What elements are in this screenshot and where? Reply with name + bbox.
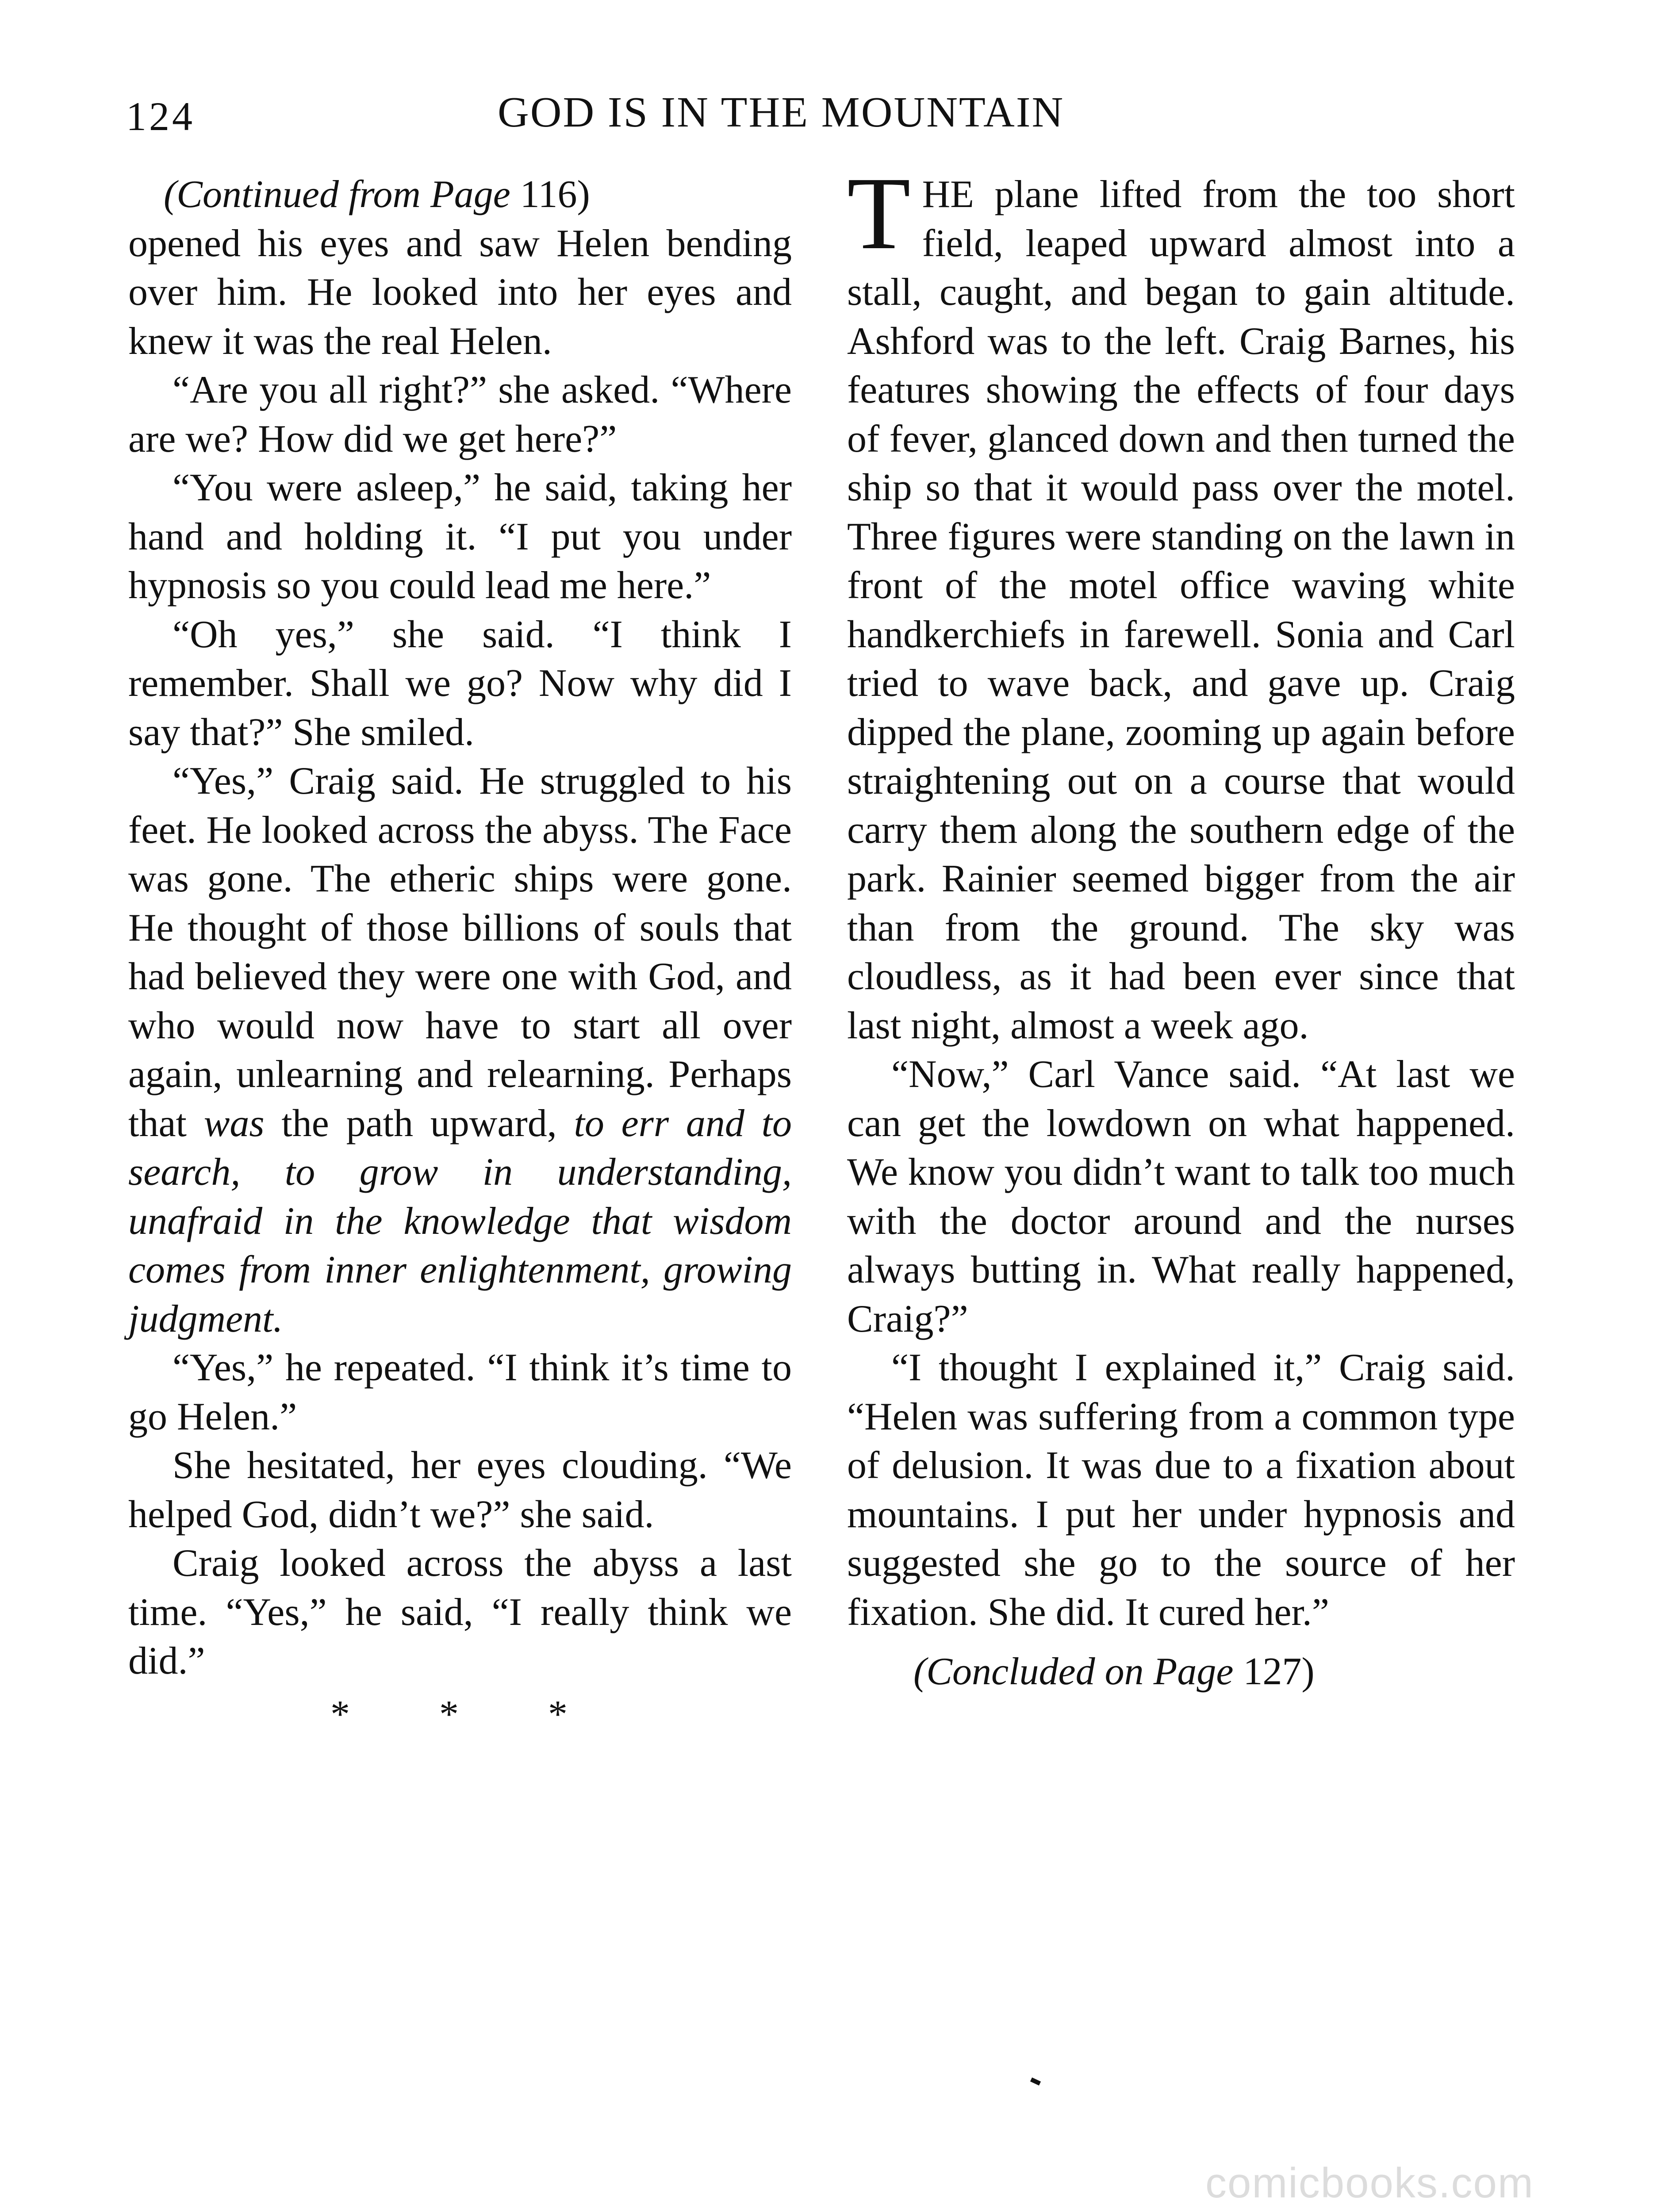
concluded-on-note [847, 1647, 1515, 1697]
paragraph: opened his eyes and saw Helen bending over him. He looked into her eyes and knew it was the real Helen. [128, 222, 792, 363]
concluded-label: (Concluded on Page [913, 1650, 1234, 1693]
paragraph [128, 757, 792, 1344]
paragraph [847, 156, 1515, 1050]
section-separator: * * * [330, 1693, 607, 1736]
paragraph: “Oh yes,” she said. “I think I remember. Shall we go? Now why did I say that?” She smiled. [128, 613, 792, 754]
ink-mark [1030, 2078, 1041, 2085]
emphasis-text: was [203, 1102, 265, 1145]
paragraph: Craig looked across the abyss a last time. “Yes,” he said, “I really think we did.” [128, 1542, 792, 1682]
watermark: comicbooks.com [1205, 2159, 1534, 2207]
left-column [128, 170, 792, 1739]
right-column [847, 156, 1515, 1697]
paragraph-text: HE plane lifted from the too short field, leaped upward almost into a stall, caught, and began to gain altitude. Ashford was to the left. Craig Barnes, his features showing the effects of four days of fever, glanced down and then turned the ship so that it would pass over the motel. Three figures were standing on the lawn in front of the motel office waving white handkerchiefs in farewell. Sonia and Carl tried to wave back, and gave up. Craig dipped the plane, zooming up again before straightening out on a course that would carry them along the southern edge of the park. Rainier seemed bigger from the air than from the ground. The sky was cloudless, as it had been ever since that last night, almost a week ago. [847, 173, 1515, 1047]
running-title: GOD IS IN THE MOUNTAIN [498, 88, 1065, 136]
paragraph: “Are you all right?” she asked. “Where are we? How did we get here?” [128, 369, 792, 461]
paragraph: “Yes,” he repeated. “I think it’s time to go Helen.” [128, 1346, 792, 1438]
paragraph-text: the path upward, [281, 1102, 557, 1145]
page-number: 124 [126, 94, 195, 139]
continued-label: (Continued from Page [164, 173, 510, 216]
paragraph-text: “Yes,” Craig said. He struggled to his feet. He looked across the abyss. The Face was gone. The etheric ships were gone. He thought of those billions of souls that had believed they were one with God, and who would now have to start all over again, unlearning and relearning. Perhaps that [128, 760, 792, 1145]
continued-from-note [128, 170, 792, 219]
continued-page: 116) [520, 173, 590, 216]
page-header [126, 84, 1533, 146]
concluded-page: 127) [1243, 1650, 1315, 1693]
paragraph: She hesitated, her eyes clouding. “We helped God, didn’t we?” she said. [128, 1444, 792, 1536]
drop-cap: T [847, 156, 911, 271]
paragraph: “You were asleep,” he said, taking her hand and holding it. “I put you under hypnosis so you could lead me here.” [128, 466, 792, 607]
paragraph: “I thought I explained it,” Craig said. “Helen was suffering from a common type of delusion. It was due to a fixation about mountains. I put her under hypnosis and suggested she go to the source of her fixation. She did. It cured her.” [847, 1346, 1515, 1634]
italic-passage: to err and to search, to grow in understanding, unafraid in the knowledge that wisdom comes from inner enlightenment, growing judgment. [128, 1102, 792, 1340]
paragraph: “Now,” Carl Vance said. “At last we can get the lowdown on what happened. We know you didn’t want to talk too much with the doctor around and the nurses always butting in. What really happened, Craig?” [847, 1053, 1515, 1340]
